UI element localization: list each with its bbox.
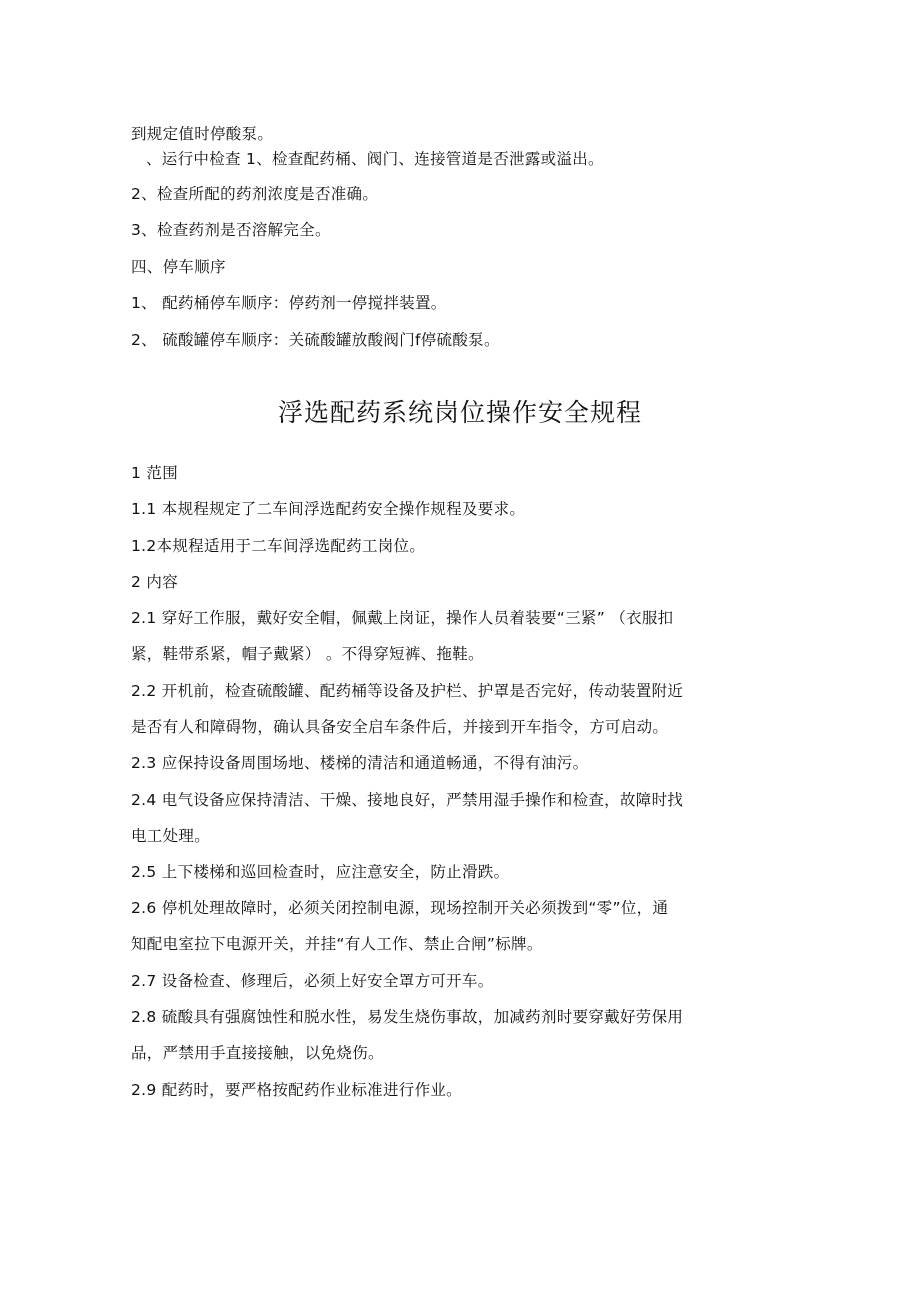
clause-2-9: 2.9 配药时，要严格按配药作业标准进行作业。	[131, 1081, 462, 1099]
clause-2-2: 2.2 开机前，检查硫酸罐、配药桶等设备及护栏、护罩是否完好，传动装置附近	[131, 682, 684, 700]
text-line: 到规定值时停酸泵。	[131, 125, 274, 143]
clause-1-2: 1.2本规程适用于二车间浮选配药工岗位。	[131, 537, 426, 555]
clause-2-8-cont: 品，严禁用手直接接触，以免烧伤。	[131, 1044, 384, 1062]
section-heading: 四、停车顺序	[131, 258, 226, 276]
clause-2-4: 2.4 电气设备应保持清洁、干燥、接地良好，严禁用湿手操作和检查，故障时找	[131, 791, 684, 809]
text-line: 2、 硫酸罐停车顺序：关硫酸罐放酸阀门f停硫酸泵。	[131, 331, 500, 349]
clause-1-1: 1.1 本规程规定了二车间浮选配药安全操作规程及要求。	[131, 500, 526, 518]
clause-2-6-cont: 知配电室拉下电源开关，并挂“有人工作、禁止合闸”标牌。	[131, 935, 543, 953]
clause-2-8: 2.8 硫酸具有强腐蚀性和脱水性，易发生烧伤事故，加减药剂时要穿戴好劳保用	[131, 1008, 684, 1026]
clause-2-5: 2.5 上下楼梯和巡回检查时，应注意安全，防止滑跌。	[131, 863, 510, 881]
clause-2-1: 2.1 穿好工作服，戴好安全帽，佩戴上岗证，操作人员着装要“三紧” （衣服扣	[131, 609, 674, 627]
clause-2-3: 2.3 应保持设备周围场地、楼梯的清洁和通道畅通，不得有油污。	[131, 754, 589, 772]
document-title: 浮选配药系统岗位操作安全规程	[277, 398, 642, 427]
clause-2-1-cont: 紧，鞋带系紧，帽子戴紧） 。不得穿短裤、拖鞋。	[131, 645, 484, 663]
text-line: 3、检查药剂是否溶解完全。	[131, 221, 331, 239]
clause-2-6: 2.6 停机处理故障时，必须关闭控制电源，现场控制开关必须拨到“零”位，通	[131, 899, 669, 917]
section-heading: 1 范围	[131, 464, 178, 482]
text-line: 2、检查所配的药剂浓度是否准确。	[131, 185, 379, 203]
clause-2-4-cont: 电工处理。	[131, 827, 211, 845]
text-line: 、运行中检查 1、检查配药桶、阀门、连接管道是否泄露或溢出。	[146, 150, 604, 168]
section-heading: 2 内容	[131, 573, 178, 591]
text-line: 1、 配药桶停车顺序：停药剂一停搅拌装置。	[131, 294, 447, 312]
clause-2-2-cont: 是否有人和障碍物，确认具备安全启车条件后，并接到开车指令，方可启动。	[131, 718, 669, 736]
clause-2-7: 2.7 设备检查、修理后，必须上好安全罩方可开车。	[131, 972, 494, 990]
